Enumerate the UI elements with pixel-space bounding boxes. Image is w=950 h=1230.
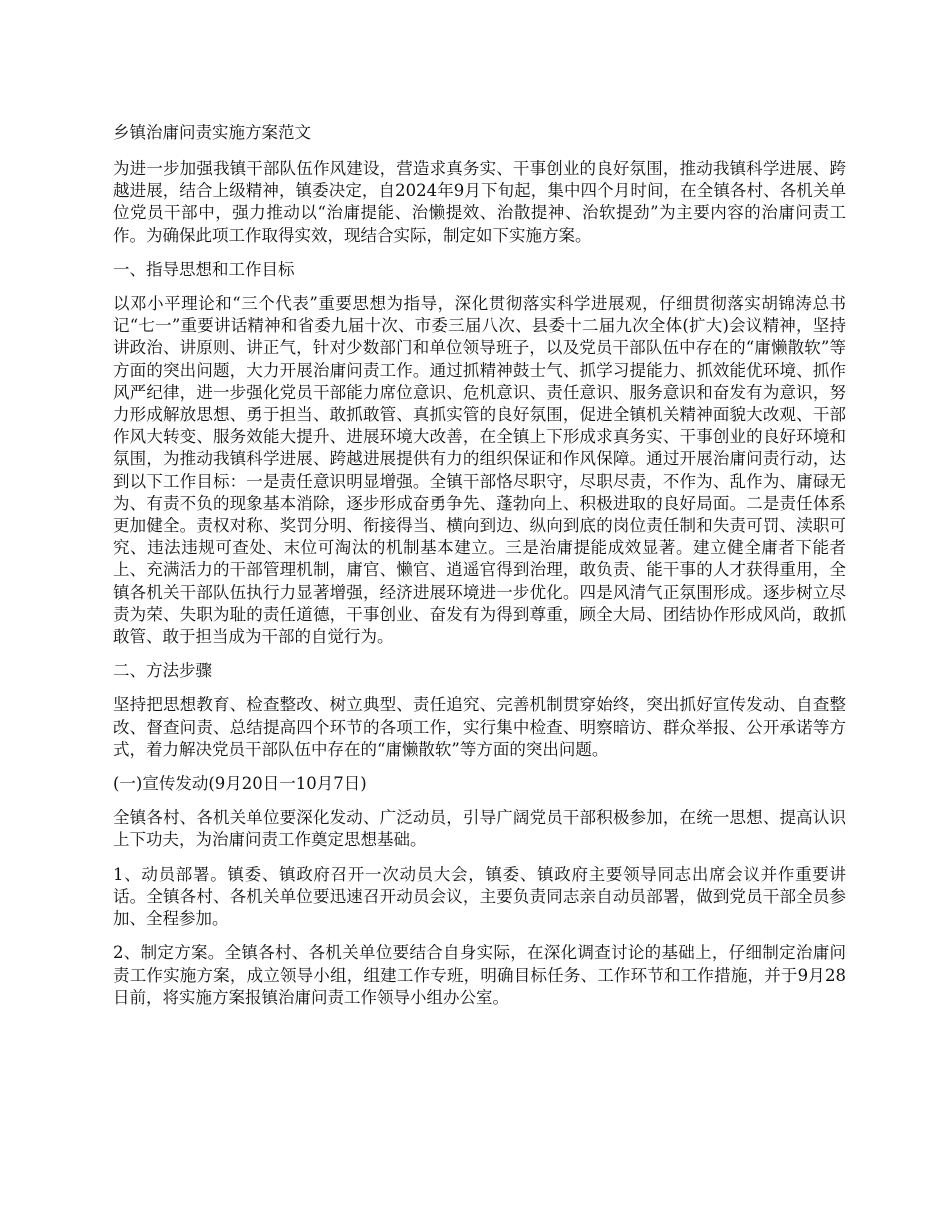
publicity-paragraph: 全镇各村、各机关单位要深化发动、广泛动员，引导广阔党员干部积极参加，在统一思想、提高认识上下功夫，为治庸问责工作奠定思想基础。 <box>113 808 846 850</box>
document-page <box>113 122 846 1021</box>
item-plan-formulation: 2、制定方案。全镇各村、各机关单位要结合自身实际，在深化调查讨论的基础上，仔细制定治庸问责工作实施方案，成立领导小组，组建工作专班，明确目标任务、工作环节和工作措施，并于9月28日前，将实施方案报镇治庸问责工作领导小组办公室。 <box>113 943 846 1007</box>
section-heading-methods-steps: 二、方法步骤 <box>113 661 212 681</box>
methods-steps-paragraph: 坚持把思想教育、检查整改、树立典型、责任追究、完善机制贯穿始终，突出抓好宣传发动、自查整改、督查问责、总结提高四个环节的各项工作，实行集中检查、明察暗访、群众举报、公开承诺等方式，着力解决党员干部队伍中存在的“庸懒散软”等方面的突出问题。 <box>113 695 846 759</box>
intro-paragraph: 为进一步加强我镇干部队伍作风建设，营造求真务实、干事创业的良好氛围，推动我镇科学进展、跨越进展，结合上级精神，镇委决定，自2024年9月下旬起，集中四个月时间，在全镇各村、各机关单位党员干部中，强力推动以“治庸提能、治懒提效、治散提神、治软提劲”为主要内容的治庸问责工作。为确保此项工作取得实效，现结合实际，制定如下实施方案。 <box>113 159 846 245</box>
guiding-ideology-paragraph: 以邓小平理论和“三个代表”重要思想为指导，深化贯彻落实科学进展观，仔细贯彻落实胡锦涛总书记“七一”重要讲话精神和省委九届十次、市委三届八次、县委十二届九次全体(扩大)会议精神，坚持讲政治、讲原则、讲正气，针对少数部门和单位领导班子，以及党员干部队伍中存在的“庸懒散软”等方面的突出问题，大力开展治庸问责工作。通过抓精神鼓士气、抓学习提能力、抓效能优环境、抓作风严纪律，进一步强化党员干部能力席位意识、危机意识、责任意识、服务意识和奋发有为意识，努力形成解放思想、勇于担当、敢抓敢管、真抓实管的良好氛围，促进全镇机关精神面貌大改观、干部作风大转变、服务效能大提升、进展环境大改善，在全镇上下形成求真务实、干事创业的良好环境和氛围，为推动我镇科学进展、跨越进展提供有力的组织保证和作风保障。通过开展治庸问责行动，达到以下工作目标：一是责任意识明显增强。全镇干部恪尽职守，尽职尽责，不作为、乱作为、庸碌无为、有责不负的现象基本消除，逐步形成奋勇争先、蓬勃向上、积极进取的良好局面。二是责任体系更加健全。责权对称、奖罚分明、衔接得当、横向到边、纵向到底的岗位责任制和失责可罚、渎职可究、违法违规可查处、末位可淘汰的机制基本建立。三是治庸提能成效显著。建立健全庸者下能者上、充满活力的干部管理机制，庸官、懒官、逍遥官得到治理，敢负责、能干事的人才获得重用，全镇各机关干部队伍执行力显著增强，经济进展环境进一步优化。四是风清气正氛围形成。逐步树立尽责为荣、失职为耻的责任道德，干事创业、奋发有为得到尊重，顾全大局、团结协作形成风尚，敢抓敢管、敢于担当成为干部的自觉行为。 <box>113 294 846 647</box>
subsection-heading-publicity: (一)宣传发动(9月20日一10月7日) <box>113 774 367 794</box>
item-mobilization: 1、动员部署。镇委、镇政府召开一次动员大会，镇委、镇政府主要领导同志出席会议并作重要讲话。全镇各村、各机关单位要迅速召开动员会议，主要负责同志亲自动员部署，做到党员干部全员参加、全程参加。 <box>113 864 846 929</box>
document-title: 乡镇治庸问责实施方案范文 <box>113 123 311 142</box>
section-heading-guiding-ideology: 一、指导思想和工作目标 <box>113 259 295 279</box>
